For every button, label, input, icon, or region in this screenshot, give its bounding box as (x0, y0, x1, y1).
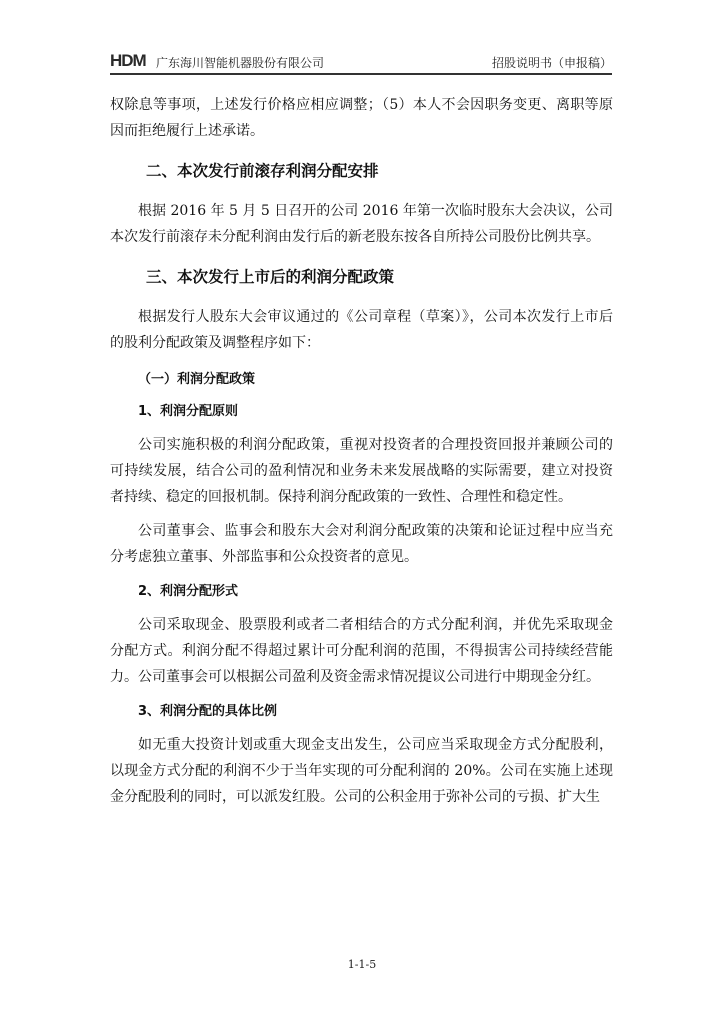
subsection-heading-policy: （一）利润分配政策 (138, 372, 256, 387)
header-company-name: 广东海川智能机器股份有限公司 (156, 56, 325, 70)
document-body (110, 92, 613, 818)
paragraph-principles: 公司实施积极的利润分配政策，重视对投资者的合理投资回报并兼顾公司的可持续发展，结合公司的盈利情况和业务未来发展战略的实际需要，建立对投资者持续、稳定的回报机制。保持利润分配政策的一致性、合理性和稳定性。 (110, 437, 613, 505)
item-heading-ratio: 3、利润分配的具体比例 (138, 704, 278, 719)
section-heading-distribution-policy: 三、本次发行上市后的利润分配政策 (146, 268, 395, 286)
section-heading-retained-profit: 二、本次发行前滚存利润分配安排 (146, 162, 379, 180)
paragraph-forms: 公司采取现金、股票股利或者二者相结合的方式分配利润，并优先采取现金分配方式。利润分配不得超过累计可分配利润的范围，不得损害公司持续经营能力。公司董事会可以根据公司盈利及资金需求情况提议公司进行中期现金分红。 (110, 617, 613, 685)
paragraph-decision-process: 公司董事会、监事会和股东大会对利润分配政策的决策和论证过程中应当充分考虑独立董事、外部监事和公众投资者的意见。 (110, 523, 613, 565)
header-divider (110, 73, 612, 75)
page-header (110, 52, 612, 78)
paragraph-ratio: 如无重大投资计划或重大现金支出发生，公司应当采取现金方式分配股利，以现金方式分配的利润不少于当年实现的可分配利润的 20%。公司在实施上述现金分配股利的同时，可以派发红股。公司的公积金用于弥补公司的亏损、扩大生 (110, 737, 613, 805)
page-number: 1-1-5 (347, 958, 377, 971)
paragraph-continued: 权除息等事项，上述发行价格应相应调整；（5）本人不会因职务变更、离职等原因而拒绝履行上述承诺。 (110, 97, 613, 139)
paragraph-retained-profit: 根据 2016 年 5 月 5 日召开的公司 2016 年第一次临时股东大会决议，公司本次发行前滚存未分配利润由发行后的新老股东按各自所持公司股份比例共享。 (110, 203, 613, 245)
item-heading-forms: 2、利润分配形式 (138, 584, 239, 599)
item-heading-principles: 1、利润分配原则 (138, 404, 239, 419)
paragraph-policy-intro: 根据发行人股东大会审议通过的《公司章程（草案）》，公司本次发行上市后的股利分配政策及调整程序如下： (110, 309, 613, 351)
header-document-title: 招股说明书（申报稿） (491, 56, 612, 70)
company-logo: HDM (110, 51, 146, 70)
